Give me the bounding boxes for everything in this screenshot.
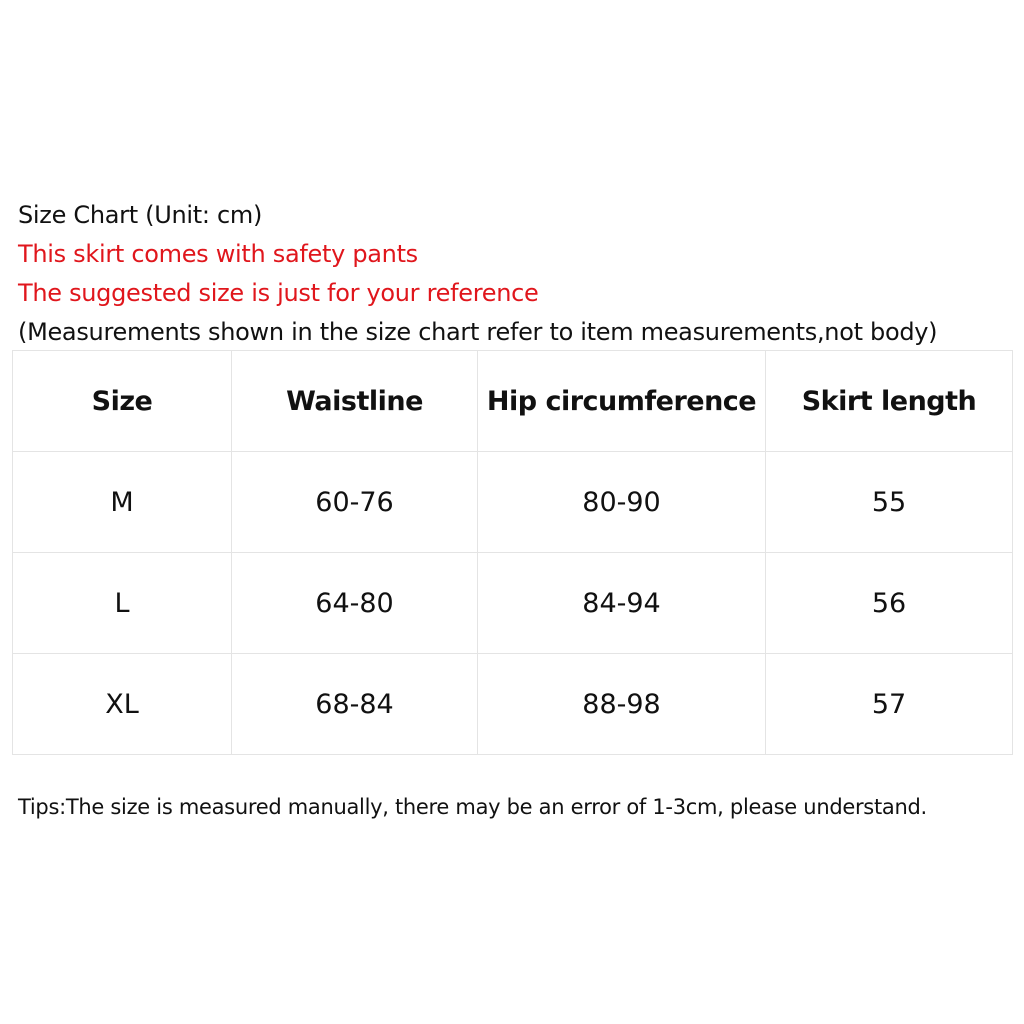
cell-skirt-length: 57: [766, 654, 1013, 755]
tips-note: Tips:The size is measured manually, there may be an error of 1-3cm, please understand.: [18, 795, 927, 819]
table-header-row: [13, 351, 1013, 452]
size-chart-title: Size Chart (Unit: cm): [18, 201, 263, 229]
column-header-waistline: Waistline: [232, 351, 478, 452]
cell-waistline: 60-76: [232, 452, 478, 553]
safety-pants-note: This skirt comes with safety pants: [18, 240, 418, 268]
measurements-note: (Measurements shown in the size chart refer to item measurements,not body): [18, 318, 938, 346]
column-header-skirt-length: Skirt length: [766, 351, 1013, 452]
table-row: [13, 654, 1013, 755]
cell-skirt-length: 55: [766, 452, 1013, 553]
reference-note: The suggested size is just for your reference: [18, 279, 539, 307]
cell-size: XL: [13, 654, 232, 755]
cell-hip-circumference: 80-90: [478, 452, 766, 553]
cell-hip-circumference: 88-98: [478, 654, 766, 755]
table-row: [13, 553, 1013, 654]
size-table: [12, 350, 1013, 755]
column-header-size: Size: [13, 351, 232, 452]
cell-waistline: 64-80: [232, 553, 478, 654]
size-chart-header: [18, 196, 1018, 352]
cell-skirt-length: 56: [766, 553, 1013, 654]
table-row: [13, 452, 1013, 553]
cell-size: M: [13, 452, 232, 553]
cell-hip-circumference: 84-94: [478, 553, 766, 654]
cell-size: L: [13, 553, 232, 654]
column-header-hip-circumference: Hip circumference: [478, 351, 766, 452]
cell-waistline: 68-84: [232, 654, 478, 755]
